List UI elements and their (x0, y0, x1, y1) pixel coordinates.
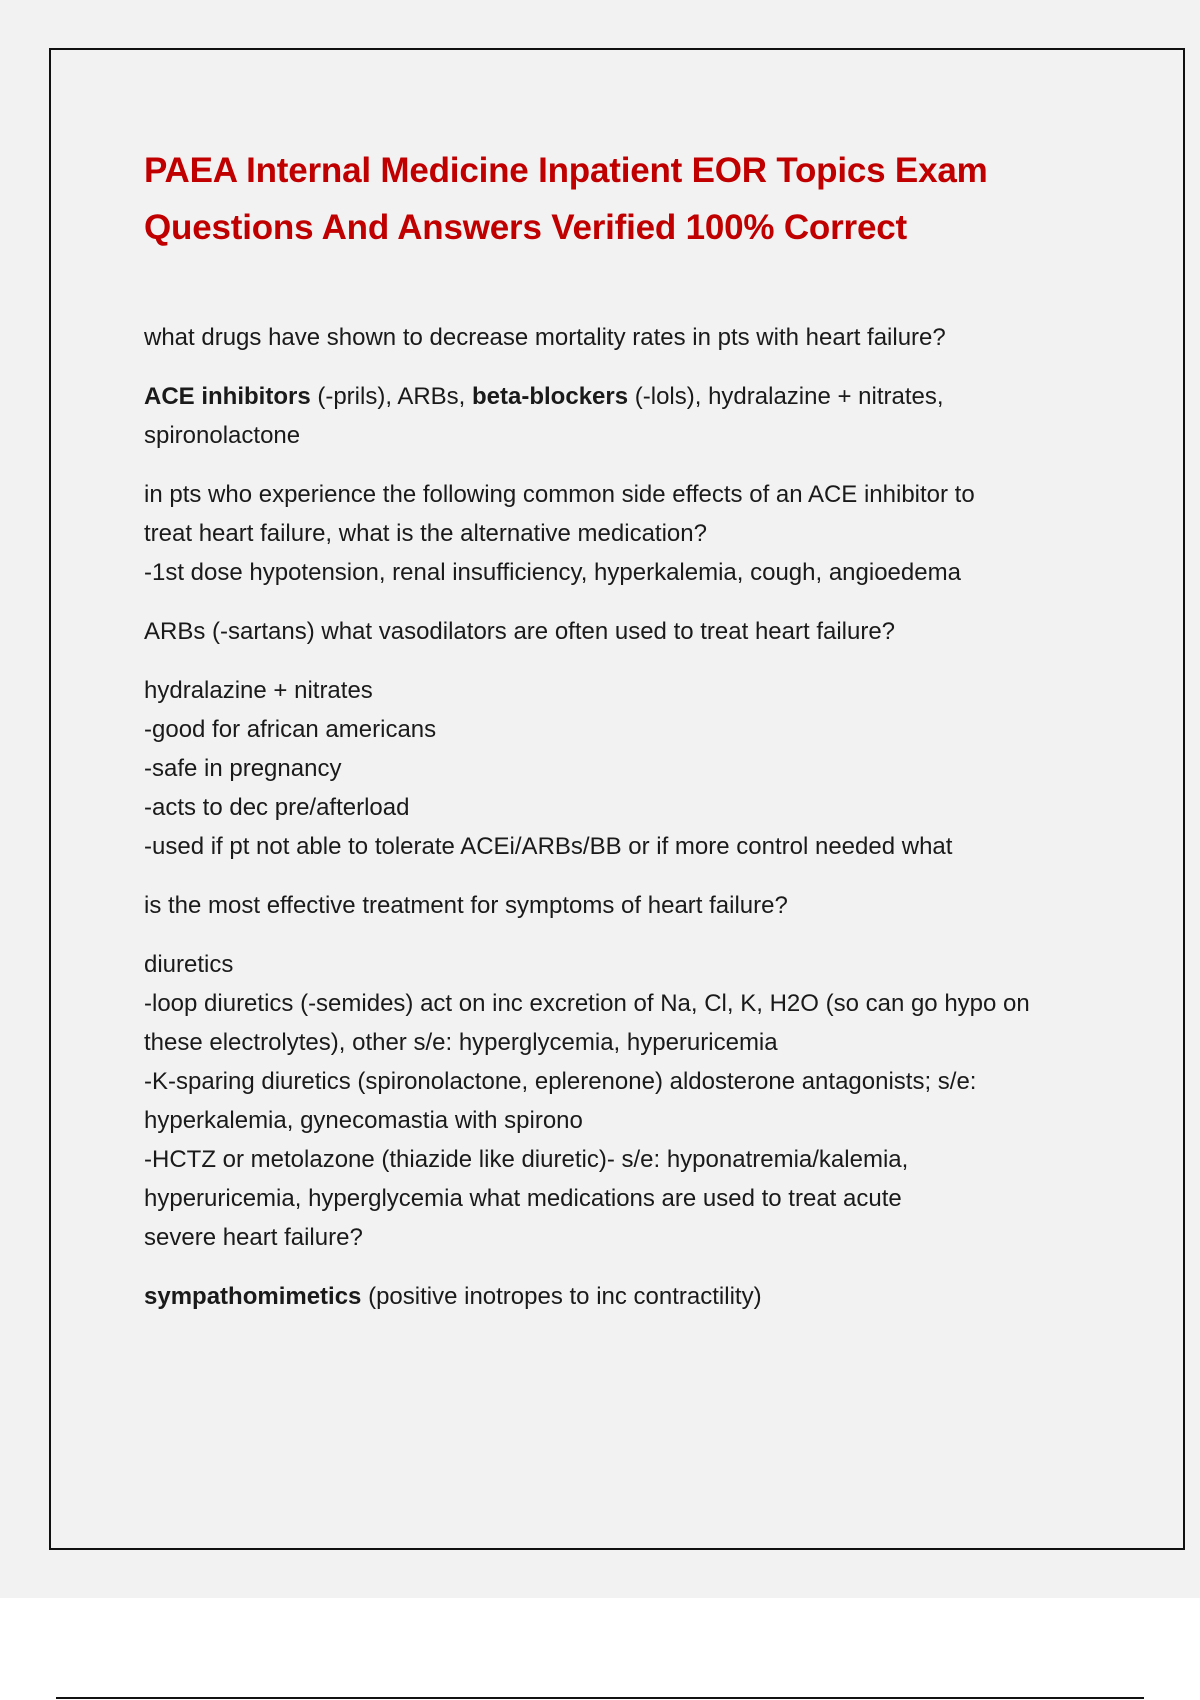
spacer (144, 592, 1099, 612)
answer-4-line-6: -HCTZ or metolazone (thiazide like diuretic)- s/e: hyponatremia/kalemia, (144, 1146, 909, 1173)
title-line-2: Questions And Answers Verified 100% Correct (144, 208, 907, 247)
answer-4-line-3: these electrolytes), other s/e: hyperglycemia, hyperuricemia (144, 1029, 778, 1056)
answer-4-line-2: -loop diuretics (-semides) act on inc excretion of Na, Cl, K, H2O (so can go hypo on (144, 990, 1030, 1017)
question-1 (144, 318, 1099, 357)
answer-4-line-7: hyperuricemia, hyperglycemia what medications are used to treat acute (144, 1185, 902, 1212)
question-2-line-1: in pts who experience the following common side effects of an ACE inhibitor to (144, 481, 975, 508)
answer-1-text-b: (-lols), hydralazine + nitrates, (628, 383, 944, 410)
answer-4 (144, 945, 1099, 1257)
answer-4-line-1: diuretics (144, 951, 234, 978)
document-title (144, 142, 1094, 256)
answer-4-line-5: hyperkalemia, gynecomastia with spirono (144, 1107, 583, 1134)
answer-4-line-8: severe heart failure? (144, 1224, 363, 1251)
spacer (144, 357, 1099, 377)
question-3-text: ARBs (-sartans) what vasodilators are often used to treat heart failure? (144, 618, 896, 645)
spacer (144, 866, 1099, 886)
answer-3-line-5: -used if pt not able to tolerate ACEi/ARBs/BB or if more control needed what (144, 833, 953, 860)
answer-3-line-2: -good for african americans (144, 716, 437, 743)
answer-5-text: (positive inotropes to inc contractility) (361, 1283, 762, 1310)
answer-5-line-1 (144, 1277, 1099, 1316)
title-line-1: PAEA Internal Medicine Inpatient EOR Topics Exam (144, 151, 988, 190)
question-4 (144, 886, 1099, 925)
question-1-text: what drugs have shown to decrease mortality rates in pts with heart failure? (144, 324, 946, 351)
bottom-divider (56, 1697, 1144, 1699)
question-3 (144, 612, 1099, 651)
document-content (144, 318, 1099, 1316)
question-2-line-3: -1st dose hypotension, renal insufficiency, hyperkalemia, cough, angioedema (144, 559, 961, 586)
answer-1-text-a: (-prils), ARBs, (310, 383, 473, 410)
answer-3-line-4: -acts to dec pre/afterload (144, 794, 410, 821)
answer-4-line-4: -K-sparing diuretics (spironolactone, eplerenone) aldosterone antagonists; s/e: (144, 1068, 977, 1095)
spacer (144, 651, 1099, 671)
page-bottom-margin (0, 1598, 1200, 1700)
spacer (144, 455, 1099, 475)
answer-5-bold: sympathomimetics (144, 1283, 362, 1310)
question-4-text: is the most effective treatment for symptoms of heart failure? (144, 892, 788, 919)
answer-1-bold-ace: ACE inhibitors (144, 383, 311, 410)
answer-1-bold-bb: beta-blockers (472, 383, 629, 410)
answer-3 (144, 671, 1099, 866)
question-2-line-2: treat heart failure, what is the alternative medication? (144, 520, 707, 547)
answer-1-line-1 (144, 377, 1099, 416)
answer-1 (144, 377, 1099, 455)
spacer (144, 925, 1099, 945)
answer-5 (144, 1277, 1099, 1316)
answer-1-line-2: spironolactone (144, 422, 301, 449)
answer-3-line-3: -safe in pregnancy (144, 755, 342, 782)
spacer (144, 1257, 1099, 1277)
answer-3-line-1: hydralazine + nitrates (144, 677, 373, 704)
question-2 (144, 475, 1099, 592)
